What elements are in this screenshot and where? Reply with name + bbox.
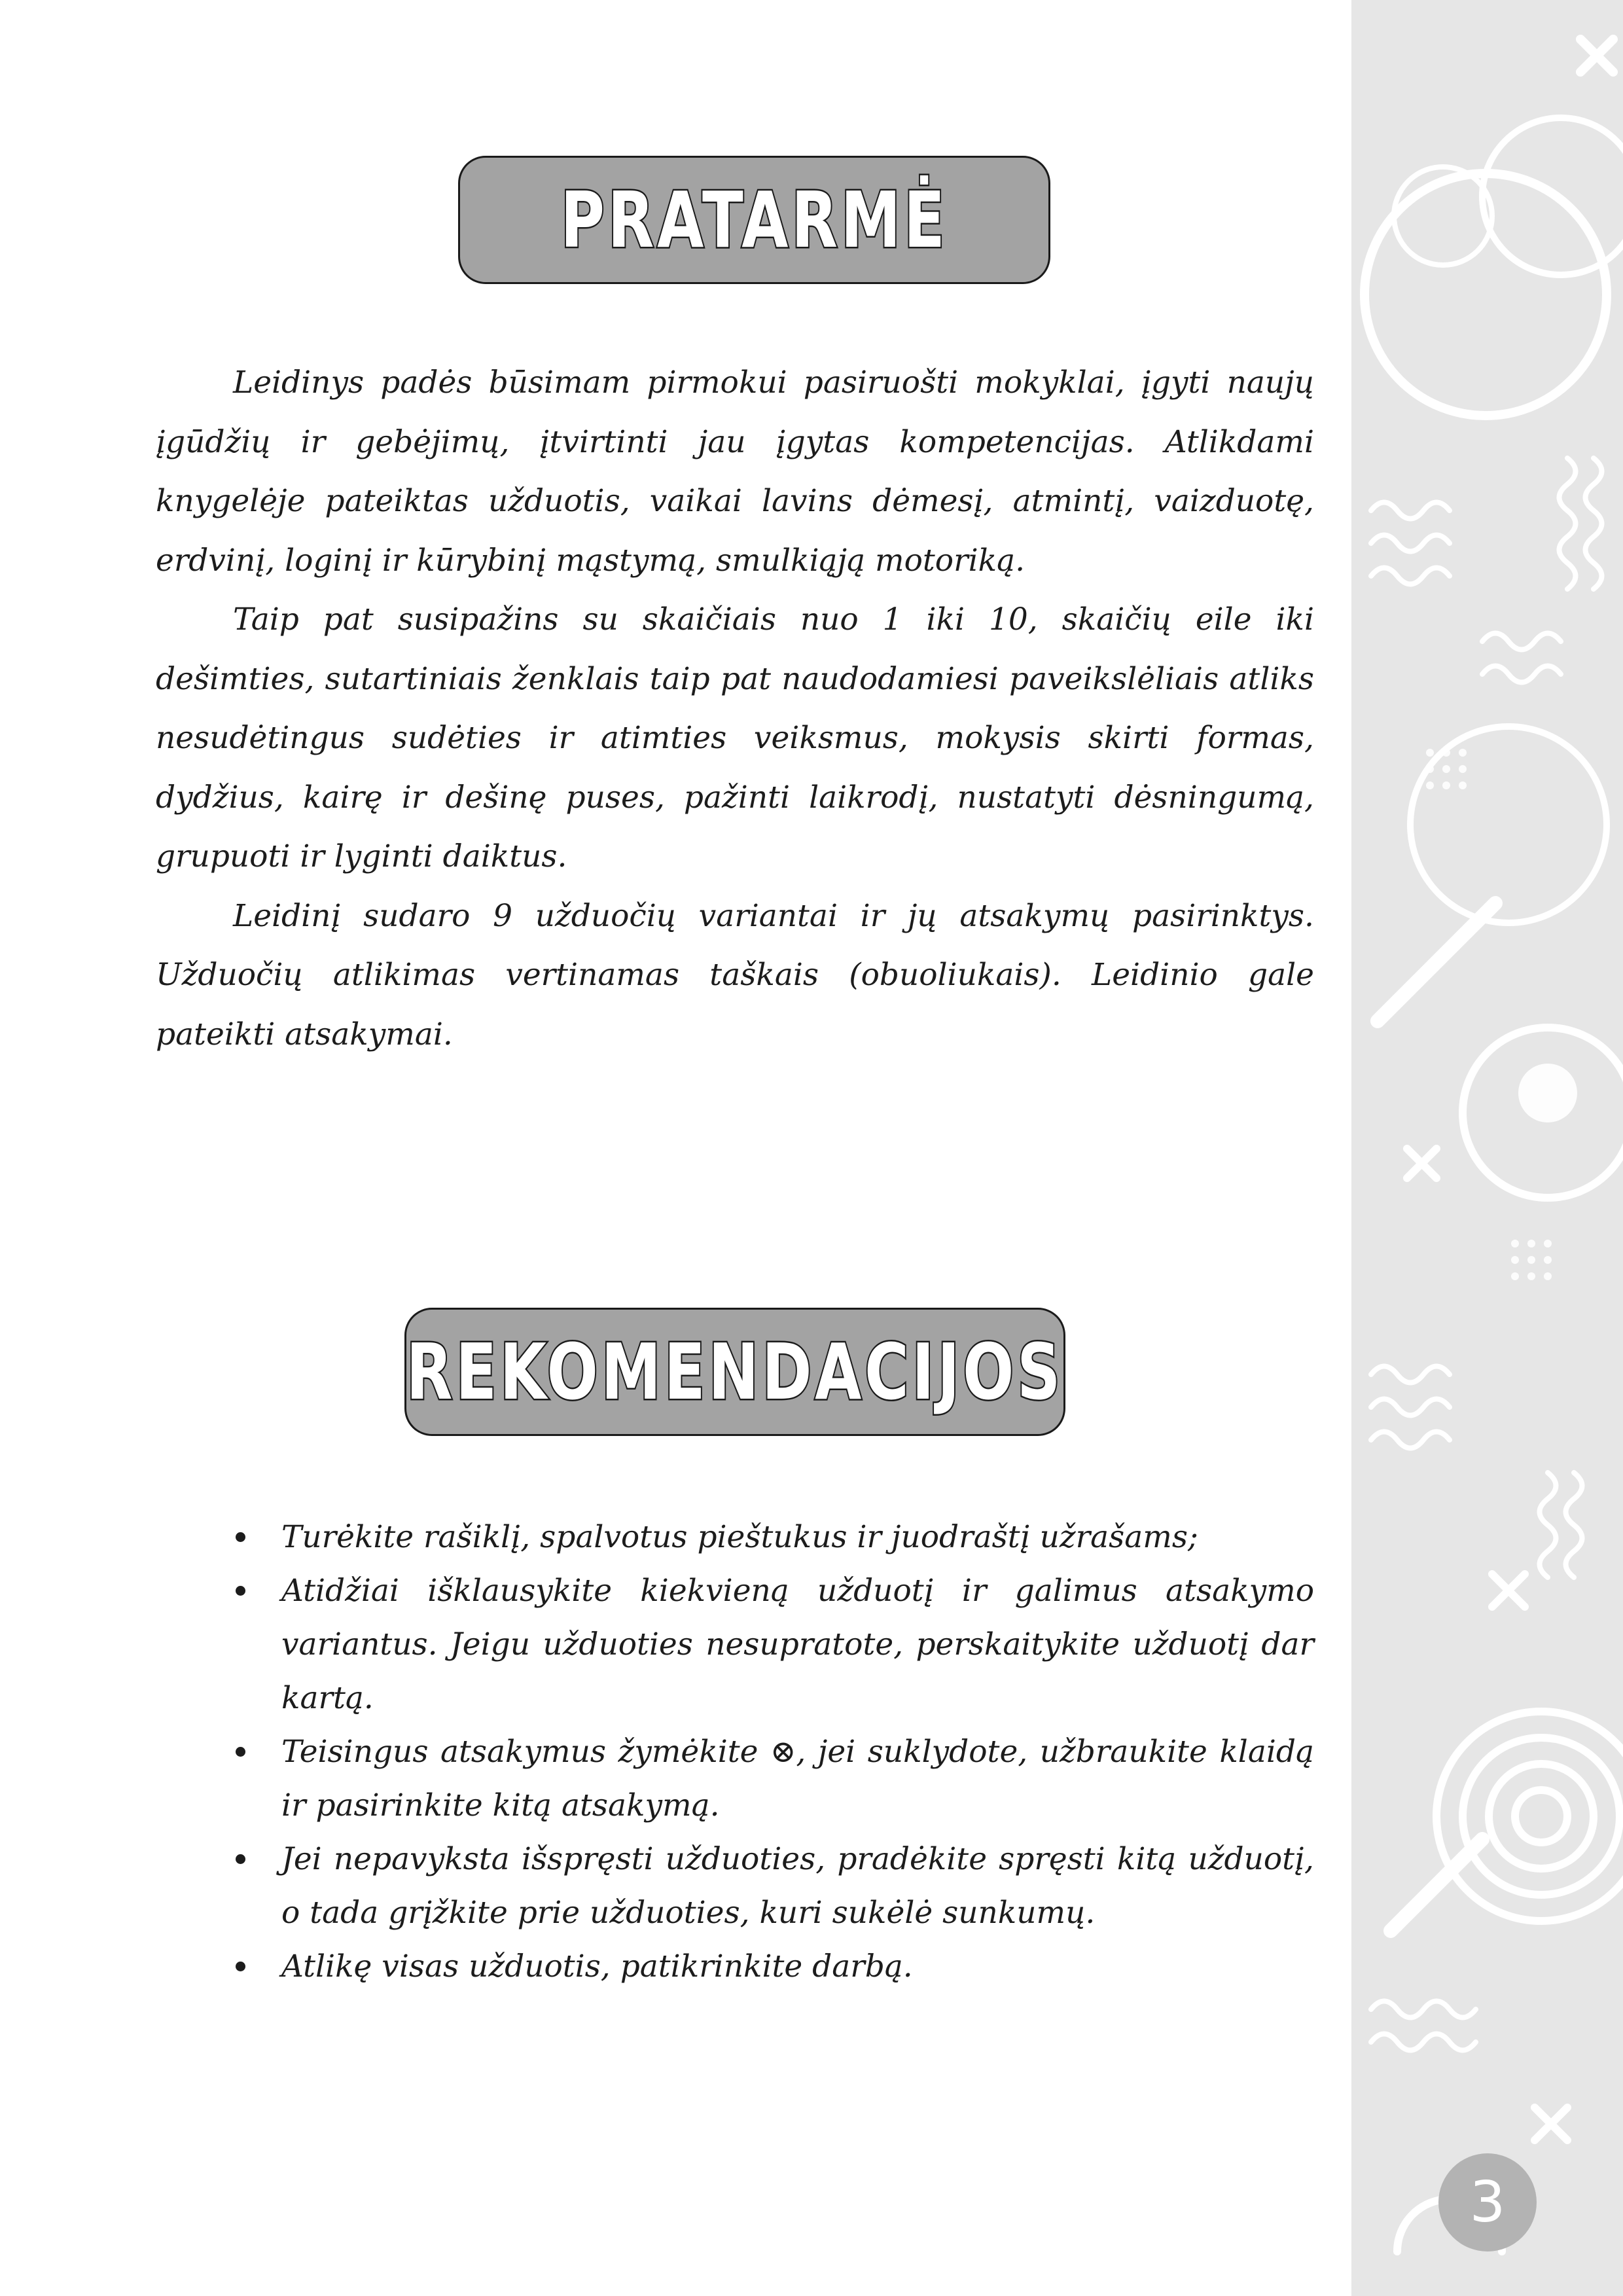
decorative-pattern [1351, 0, 1623, 2296]
preface-paragraph: Taip pat susipažins su skaičiais nuo 1 iki 10, skaičių eile iki dešimties, sutartiniais ženklais taip pat naudodamiesi paveikslėliais atliks nesudėtingus sudėties ir atimties veiksmus, mokysis skirti formas, dydžius, kairę ir dešinę puses, pažinti laikrodį, nustatyti dėsningumą, grupuoti ir lyginti daiktus. [156, 601, 1314, 874]
recommendations-list [196, 1511, 1314, 1994]
preface-title: PRATARMĖ [560, 175, 948, 265]
list-item: Turėkite rašiklį, spalvotus pieštukus ir juodraštį užrašams; [281, 1511, 1314, 1564]
recommendations-title: REKOMENDACIJOS [406, 1327, 1064, 1417]
preface-text [156, 353, 1314, 1064]
list-item: Teisingus atsakymus žymėkite ⊗, jei suklydote, užbraukite klaidą ir pasirinkite kitą atsakymą. [281, 1725, 1314, 1833]
decorative-side-strip [1351, 0, 1623, 2296]
preface-heading-box [458, 156, 1050, 284]
list-item: Jei nepavyksta išspręsti užduoties, pradėkite spręsti kitą užduotį, o tada grįžkite prie užduoties, kuri sukėlė sunkumų. [281, 1833, 1314, 1940]
page-number-badge [1438, 2153, 1537, 2251]
page-number: 3 [1469, 2170, 1506, 2235]
preface-paragraph: Leidinį sudaro 9 užduočių variantai ir jų atsakymų pasirinktys. Užduočių atlikimas vertinamas taškais (obuoliukais). Leidinio gale pateikti atsakymai. [156, 897, 1314, 1052]
recommendations-heading-box [404, 1308, 1065, 1436]
list-item: Atlikę visas užduotis, patikrinkite darbą. [281, 1940, 1314, 1994]
list-item: Atidžiai išklausykite kiekvieną užduotį ir galimus atsakymo variantus. Jeigu užduoties nesupratote, perskaitykite užduotį dar kartą. [281, 1564, 1314, 1725]
preface-paragraph: Leidinys padės būsimam pirmokui pasiruošti mokyklai, įgyti naujų įgūdžių ir gebėjimų, įtvirtinti jau įgytas kompetencijas. Atlikdami knygelėje pateiktas užduotis, vaikai lavins dėmesį, atmintį, vaizduotę, erdvinį, loginį ir kūrybinį mąstymą, smulkiąją motoriką. [156, 365, 1314, 579]
